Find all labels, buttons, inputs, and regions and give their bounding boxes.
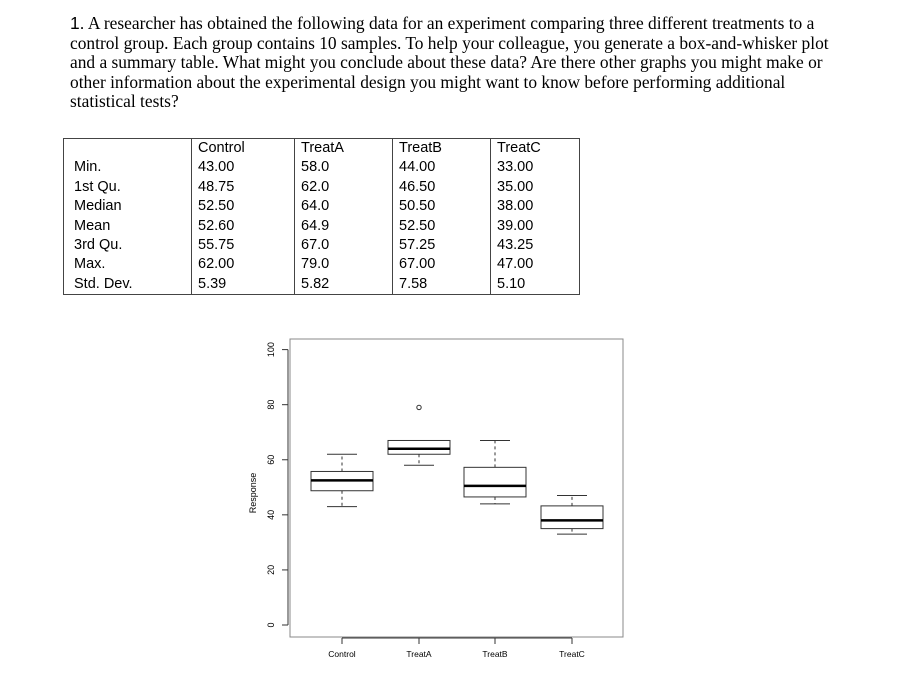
row-label: Max. [74, 256, 106, 273]
row-label: Median [74, 198, 122, 215]
table-cell: 43.00 [192, 158, 295, 177]
row-label: 1st Qu. [74, 178, 121, 195]
table-cell: 47.00 [491, 255, 580, 274]
y-tick-label: 20 [266, 564, 276, 575]
x-tick-label: TreatC [559, 649, 585, 659]
table-cell: 57.25 [393, 236, 491, 255]
table-cell: 50.50 [393, 197, 491, 216]
question-body: A researcher has obtained the following data for an experiment comparing three different treatments to a control group. Each group contains 10 samples. To help your colleague, you generate a box-and-whisker plot and a summary table. What might you conclude about these data? Are there other graphs you might make or other information about the experimental design you might want to know before performing additional statistical tests? [70, 13, 829, 111]
y-tick-label: 40 [266, 509, 276, 520]
table-cell: 5.82 [295, 275, 393, 295]
row-label: Mean [74, 217, 111, 234]
table-cell: 33.00 [491, 158, 580, 177]
question-number: 1. [70, 13, 85, 33]
y-tick-label: 0 [266, 622, 276, 628]
table-cell: 39.00 [491, 217, 580, 236]
box-series [311, 405, 603, 534]
row-label: Min. [74, 159, 102, 176]
summary-header-control: Control [192, 139, 295, 159]
y-axis-label: Response [248, 472, 258, 514]
table-cell: 35.00 [491, 178, 580, 197]
y-tick-label: 60 [266, 454, 276, 465]
x-axis [328, 638, 585, 659]
y-tick-label: 80 [266, 399, 276, 410]
iqr-box [464, 467, 526, 497]
summary-header-treata: TreatA [295, 139, 393, 159]
table-cell: 58.0 [295, 158, 393, 177]
table-cell: 48.75 [192, 178, 295, 197]
table-cell: 67.00 [393, 255, 491, 274]
table-cell: 52.50 [393, 217, 491, 236]
table-cell: 67.0 [295, 236, 393, 255]
summary-header-treatb: TreatB [393, 139, 491, 159]
table-cell: 5.39 [192, 275, 295, 295]
table-cell: 7.58 [393, 275, 491, 295]
y-tick-label: 100 [266, 342, 276, 358]
box-control [311, 454, 373, 506]
box-treatc [541, 496, 603, 535]
table-cell: 52.50 [192, 197, 295, 216]
table-cell: 43.25 [491, 236, 580, 255]
x-tick-label: TreatB [482, 649, 508, 659]
iqr-box [541, 506, 603, 529]
summary-header-treatc: TreatC [491, 139, 580, 159]
table-cell: 46.50 [393, 178, 491, 197]
x-tick-label: Control [328, 649, 356, 659]
table-cell: 5.10 [491, 275, 580, 295]
table-cell: 55.75 [192, 236, 295, 255]
table-cell: 64.9 [295, 217, 393, 236]
x-tick-label: TreatA [406, 649, 432, 659]
table-cell: 52.60 [192, 217, 295, 236]
box-treatb [464, 440, 526, 503]
box-treata [388, 405, 450, 465]
table-cell: 79.0 [295, 255, 393, 274]
table-cell: 62.0 [295, 178, 393, 197]
table-cell: 64.0 [295, 197, 393, 216]
table-cell: 62.00 [192, 255, 295, 274]
iqr-box [388, 440, 450, 454]
row-label: 3rd Qu. [74, 237, 123, 254]
table-cell: 38.00 [491, 197, 580, 216]
y-axis [266, 342, 288, 627]
outlier-point [417, 405, 421, 409]
row-label: Std. Dev. [64, 275, 192, 295]
table-cell: 44.00 [393, 158, 491, 177]
